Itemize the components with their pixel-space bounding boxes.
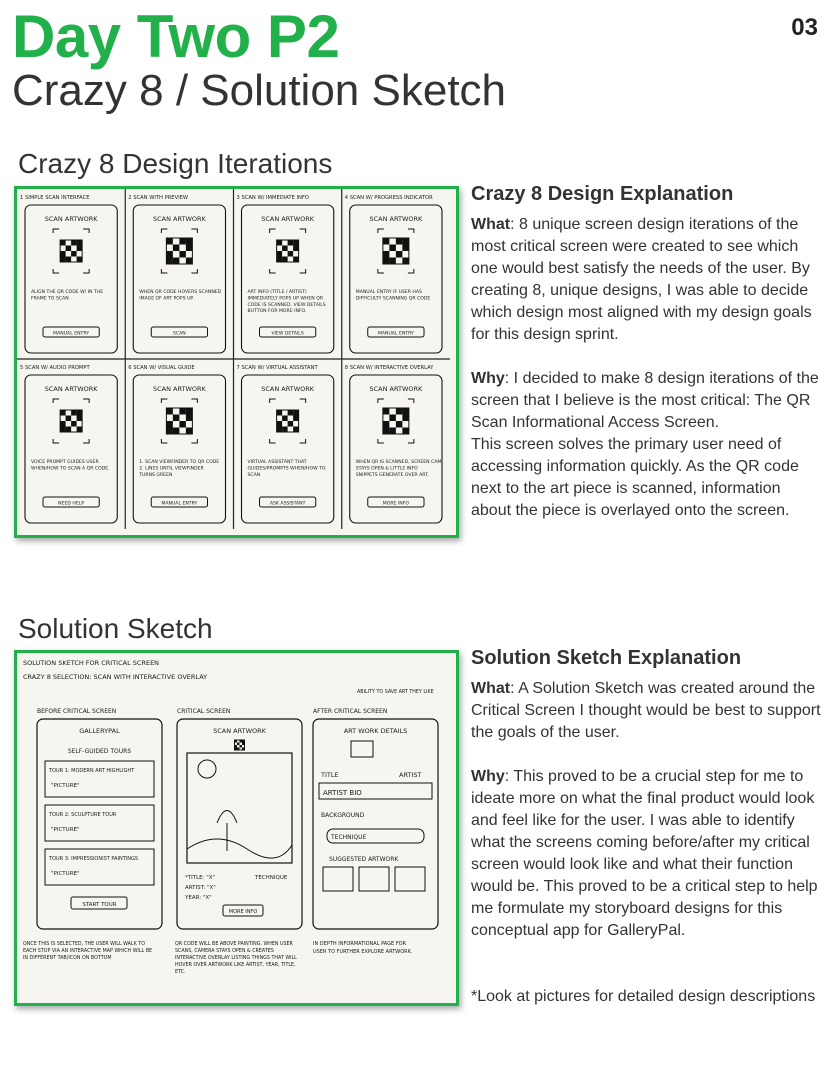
sketch-selection: CRAZY 8 SELECTION: SCAN WITH INTERACTIVE OVERLAY	[23, 673, 208, 681]
qr-code-cell	[66, 427, 72, 433]
qr-code-cell	[396, 421, 403, 428]
screen-title: SCAN ARTWORK	[369, 215, 423, 223]
qr-code-cell	[288, 421, 294, 427]
qr-code-cell	[77, 240, 83, 246]
qr-code-cell	[173, 415, 180, 422]
qr-code-cell	[402, 238, 409, 245]
crazy8-why-paragraph-2: This screen solves the primary user need of accessing information quickly. As the QR code next to the art piece is scanned, information about the piece is overlayed onto the screen.	[471, 436, 799, 519]
qr-code-cell	[293, 257, 299, 263]
qr-code-cell	[179, 421, 186, 428]
sketch-button-label: MORE INFO	[382, 501, 409, 507]
panel-label: CRITICAL SCREEN	[177, 708, 231, 715]
qr-code-cell	[77, 416, 83, 422]
frame-note: IMAGE OF ART POPS UP	[139, 296, 194, 302]
qr-code-cell	[60, 410, 66, 416]
sketch-title: SOLUTION SKETCH FOR CRITICAL SCREEN	[23, 659, 160, 667]
tour-card-picture: "PICTURE"	[51, 783, 80, 789]
sketch-note-details: IN DEPTH INFORMATIONAL PAGE FOR	[313, 941, 407, 947]
sketch-button-label: SCAN	[173, 331, 186, 337]
qr-code-cell	[186, 258, 193, 265]
qr-code-cell	[166, 408, 173, 415]
frame-note: 1. SCAN VIEWFINDER TO QR CODE	[139, 460, 220, 465]
qr-code-cell	[389, 415, 396, 422]
qr-code-cell	[71, 410, 77, 416]
qr-code-cell	[293, 410, 299, 416]
solution-why-paragraph	[471, 766, 821, 942]
qr-code-cell	[383, 251, 390, 258]
detail-artist-bio: ARTIST BIO	[323, 789, 362, 797]
qr-code-cell	[173, 245, 180, 252]
qr-code-cell	[383, 428, 390, 435]
why-label: Why	[471, 768, 505, 785]
solution-section-heading: Solution Sketch	[18, 613, 213, 644]
screen-title: SCAN ARTWORK	[213, 727, 266, 735]
why-label: Why	[471, 370, 505, 387]
frame-note: BUTTON FOR MORE INFO.	[247, 309, 307, 315]
qr-code-cell	[288, 251, 294, 257]
frame-note: ART INFO (TITLE / ARTIST)	[247, 290, 307, 295]
detail-artist: ARTIST	[399, 771, 422, 779]
tour-card-title: TOUR 3: IMPRESSIONIST PAINTINGS	[49, 856, 139, 862]
frame-note: MANUAL ENTRY IF USER HAS	[355, 290, 422, 295]
qr-code-cell	[277, 257, 283, 263]
qr-code-cell	[237, 743, 240, 746]
frame-caption: 2 SCAN WITH PREVIEW	[128, 195, 189, 201]
qr-code-cell	[383, 408, 390, 415]
qr-code-cell	[186, 245, 193, 252]
frame-caption: 1 SIMPLE SCAN INTERFACE	[20, 195, 90, 201]
tour-card-title: TOUR 1: MODERN ART HIGHLIGHT	[49, 768, 135, 774]
sketch-note-overlay: HOVER OVER ARTWORK LIKE ARTIST, YEAR, TITLE,	[175, 963, 296, 968]
tour-card-picture: "PICTURE"	[51, 871, 80, 877]
qr-code-cell	[71, 240, 77, 246]
solution-explanation-heading: Solution Sketch Explanation	[471, 647, 742, 669]
qr-code-cell	[293, 416, 299, 422]
qr-code-cell	[60, 240, 66, 246]
frame-note: WHEN QR IS SCANNED, SCREEN CAM	[355, 460, 442, 465]
qr-code-cell	[383, 258, 390, 265]
sketch-button-label: MORE INFO	[228, 909, 258, 915]
qr-code-cell	[240, 745, 243, 748]
qr-code-cell	[173, 428, 180, 435]
solution-what-paragraph	[471, 678, 821, 744]
sketch-button-label: VIEW DETAILS	[271, 331, 304, 337]
page-title: Day Two P2	[12, 3, 340, 70]
sketch-note-tours: EACH STOP VIA AN INTERACTIVE MAP WHICH WILL BE	[23, 949, 153, 954]
qr-code-cell	[186, 408, 193, 415]
tour-heading: SELF-GUIDED TOURS	[67, 748, 132, 755]
qr-code-cell	[293, 246, 299, 252]
overlay-title: *TITLE: "X"	[185, 875, 216, 881]
sketch-button-label: MANUAL ENTRY	[377, 331, 414, 337]
frame-note: WHEN QR CODE HOVERS SCANNED	[139, 290, 222, 295]
qr-code-cell	[402, 415, 409, 422]
qr-code-cell	[179, 408, 186, 415]
crazy8-sketch-image	[14, 186, 459, 538]
frame-note: 2. LINES UNTIL VIEWFINDER	[139, 466, 204, 472]
screen-title: SCAN ARTWORK	[44, 215, 98, 223]
qr-code-cell	[282, 257, 288, 263]
sketch-button-label: START TOUR	[82, 902, 117, 908]
qr-code-cell	[235, 745, 238, 748]
detail-background: BACKGROUND	[321, 812, 365, 819]
qr-code-cell	[402, 428, 409, 435]
frame-note: CODE IS SCANNED. VIEW DETAILS	[247, 302, 326, 308]
crazy8-section-heading: Crazy 8 Design Iterations	[18, 148, 333, 179]
qr-code-cell	[235, 740, 238, 743]
sketch-note-overlay: INTERACTIVE OVERLAY LISTING THINGS THAT WILL	[175, 956, 297, 961]
qr-code-cell	[402, 258, 409, 265]
what-label: What	[471, 680, 511, 697]
qr-code-cell	[402, 245, 409, 252]
qr-code-cell	[293, 240, 299, 246]
qr-code-cell	[66, 416, 72, 422]
screen-title: SCAN ARTWORK	[261, 385, 315, 393]
crazy8-why-paragraph	[471, 368, 821, 434]
sketch-note-details: USER TO FURTHER EXPLORE ARTWORK.	[313, 949, 413, 955]
sketch-note-overlay: ETC.	[175, 970, 186, 975]
qr-code-cell	[71, 421, 77, 427]
frame-caption: 4 SCAN W/ PROGRESS INDICATOR	[344, 195, 433, 201]
qr-code-cell	[242, 740, 245, 743]
qr-code-cell	[277, 410, 283, 416]
tour-card-picture: "PICTURE"	[51, 827, 80, 833]
frame-caption: 5 SCAN W/ AUDIO PROMPT	[20, 365, 90, 371]
frame-note: FRAME TO SCAN	[31, 296, 69, 302]
qr-code-cell	[383, 238, 390, 245]
qr-code-cell	[166, 421, 173, 428]
crazy8-what-paragraph	[471, 214, 821, 346]
detail-title: TITLE	[321, 771, 339, 779]
qr-code-cell	[396, 408, 403, 415]
frame-caption: 7 SCAN W/ VIRTUAL ASSISTANT	[236, 365, 318, 371]
sketch-button-label: NEED HELP	[58, 501, 85, 507]
qr-code-cell	[277, 240, 283, 246]
crazy8-explanation	[471, 183, 821, 522]
qr-code-cell	[60, 251, 66, 257]
qr-code-cell	[282, 416, 288, 422]
screen-title: SCAN ARTWORK	[152, 215, 206, 223]
qr-code-cell	[237, 748, 240, 751]
qr-code-cell	[186, 428, 193, 435]
panel-label: AFTER CRITICAL SCREEN	[313, 708, 388, 715]
qr-code-cell	[389, 428, 396, 435]
what-text: : 8 unique screen design iterations of the most critical screen were created to see which one would best satisfy the needs of the user. By creating 8, unique designs, I was able to decide which design most aligned with my design goals for this design sprint.	[471, 216, 812, 343]
qr-code-cell	[179, 238, 186, 245]
sketch-note-save-art: ABILITY TO SAVE ART THEY LIKE	[357, 690, 434, 695]
qr-code-cell	[60, 421, 66, 427]
what-label: What	[471, 216, 511, 233]
screen-title: SCAN ARTWORK	[44, 385, 98, 393]
screen-title: ART WORK DETAILS	[343, 727, 408, 735]
qr-code-cell	[77, 410, 83, 416]
screen-title: SCAN ARTWORK	[261, 215, 315, 223]
page-number: 03	[791, 14, 818, 41]
sketch-note-overlay: SCANS, CAMERA STAYS OPEN & CREATES	[175, 949, 274, 954]
frame-note: ALIGN THE QR CODE W/ IN THE	[31, 290, 104, 295]
qr-code-cell	[396, 251, 403, 258]
qr-code-cell	[77, 427, 83, 433]
qr-code-cell	[77, 257, 83, 263]
overlay-technique: TECHNIQUE	[255, 875, 288, 881]
frame-caption: 3 SCAN W/ IMMEDIATE INFO	[236, 195, 309, 201]
qr-code-cell	[282, 427, 288, 433]
qr-code-cell	[179, 251, 186, 258]
qr-code-cell	[282, 246, 288, 252]
why-text: : I decided to make 8 design iterations of the screen that I believe is the most critical: The QR Scan Informational Access Screen.	[471, 370, 819, 431]
qr-code-cell	[383, 421, 390, 428]
screen-title: GALLERYPAL	[79, 727, 120, 735]
detail-technique: TECHNIQUE	[331, 834, 367, 841]
solution-footnote: *Look at pictures for detailed design descriptions	[471, 988, 816, 1005]
qr-code-cell	[396, 238, 403, 245]
frame-note: SCAN	[247, 472, 261, 478]
sketch-button-label: MANUAL ENTRY	[161, 501, 198, 507]
qr-code-cell	[288, 240, 294, 246]
frame-note: IMMEDIATELY POPS UP WHEN QR	[247, 296, 324, 302]
solution-explanation	[471, 647, 821, 1008]
qr-code-cell	[186, 415, 193, 422]
qr-code-cell	[293, 427, 299, 433]
qr-code-cell	[240, 740, 243, 743]
qr-code-cell	[60, 257, 66, 263]
crazy8-sketch-drawing	[17, 189, 450, 529]
frame-note: GUIDES/PROMPTS WHEN/HOW TO	[247, 466, 326, 472]
sketch-note-tours: ONCE THIS IS SELECTED, THE USER WILL WALK TO	[23, 942, 145, 947]
qr-code-cell	[71, 251, 77, 257]
qr-code-cell	[166, 258, 173, 265]
qr-code-cell	[186, 238, 193, 245]
frame-note: SNIPPETS GENERATE OVER ART.	[355, 472, 429, 478]
what-text: : A Solution Sketch was created around the Critical Screen I thought would be best to support the goals of the user.	[471, 680, 821, 741]
qr-code-cell	[66, 246, 72, 252]
crazy8-explanation-heading: Crazy 8 Design Explanation	[471, 183, 734, 205]
frame-note: STAYS OPEN & LITTLE INFO	[355, 466, 418, 472]
qr-code-cell	[242, 748, 245, 751]
tour-card-title: TOUR 2: SCULPTURE TOUR	[49, 812, 117, 818]
solution-sketch-drawing	[17, 653, 450, 997]
qr-code-cell	[389, 245, 396, 252]
frame-note: VIRTUAL ASSISTANT THAT	[247, 460, 307, 465]
overlay-year: YEAR: "X"	[185, 895, 212, 901]
panel-label: BEFORE CRITICAL SCREEN	[37, 708, 117, 715]
qr-code-cell	[277, 421, 283, 427]
qr-code-cell	[173, 258, 180, 265]
qr-code-cell	[77, 246, 83, 252]
frame-note: WHEN/HOW TO SCAN A QR CODE.	[31, 466, 110, 472]
why-text: : This proved to be a crucial step for me to ideate more on what the final product would look and feel like for the user. I was able to identify what the screens coming before/after my critical screen would look like and what their function would be. This proved to be a critical step to help me formulate my storyboard designs for this conceptual app for GalleryPal.	[471, 768, 818, 939]
frame-caption: 6 SCAN W/ VISUAL GUIDE	[128, 365, 195, 371]
page-subtitle: Crazy 8 / Solution Sketch	[12, 66, 507, 115]
qr-code-cell	[60, 427, 66, 433]
qr-code-cell	[242, 743, 245, 746]
qr-code-cell	[166, 428, 173, 435]
qr-code-cell	[277, 251, 283, 257]
qr-code-cell	[389, 258, 396, 265]
qr-code-cell	[288, 410, 294, 416]
frame-note: DIFFICULTY SCANNING QR CODE	[355, 296, 431, 302]
qr-code-cell	[402, 408, 409, 415]
qr-code-cell	[277, 427, 283, 433]
qr-code-cell	[235, 748, 238, 751]
sketch-note-tours: IN DIFFERENT TAB/ICON ON BOTTOM	[23, 956, 112, 961]
overlay-artist: ARTIST: "X"	[185, 885, 216, 891]
solution-sketch-image	[14, 650, 459, 1006]
sketch-note-overlay: QR CODE WILL BE ABOVE PAINTING. WHEN USER	[175, 942, 293, 947]
screen-title: SCAN ARTWORK	[152, 385, 206, 393]
qr-code-cell	[166, 238, 173, 245]
qr-code-cell	[166, 251, 173, 258]
suggested-artwork-heading: SUGGESTED ARTWORK	[329, 856, 399, 863]
frame-note: VOICE PROMPT GUIDES USER	[31, 460, 99, 465]
qr-code-cell	[66, 257, 72, 263]
screen-title: SCAN ARTWORK	[369, 385, 423, 393]
frame-caption: 8 SCAN W/ INTERACTIVE OVERLAY	[344, 365, 434, 371]
frame-note: TURNS GREEN	[139, 472, 173, 478]
sketch-button-label: MANUAL ENTRY	[53, 331, 90, 337]
sketch-button-label: ASK ASSISTANT	[269, 501, 306, 507]
